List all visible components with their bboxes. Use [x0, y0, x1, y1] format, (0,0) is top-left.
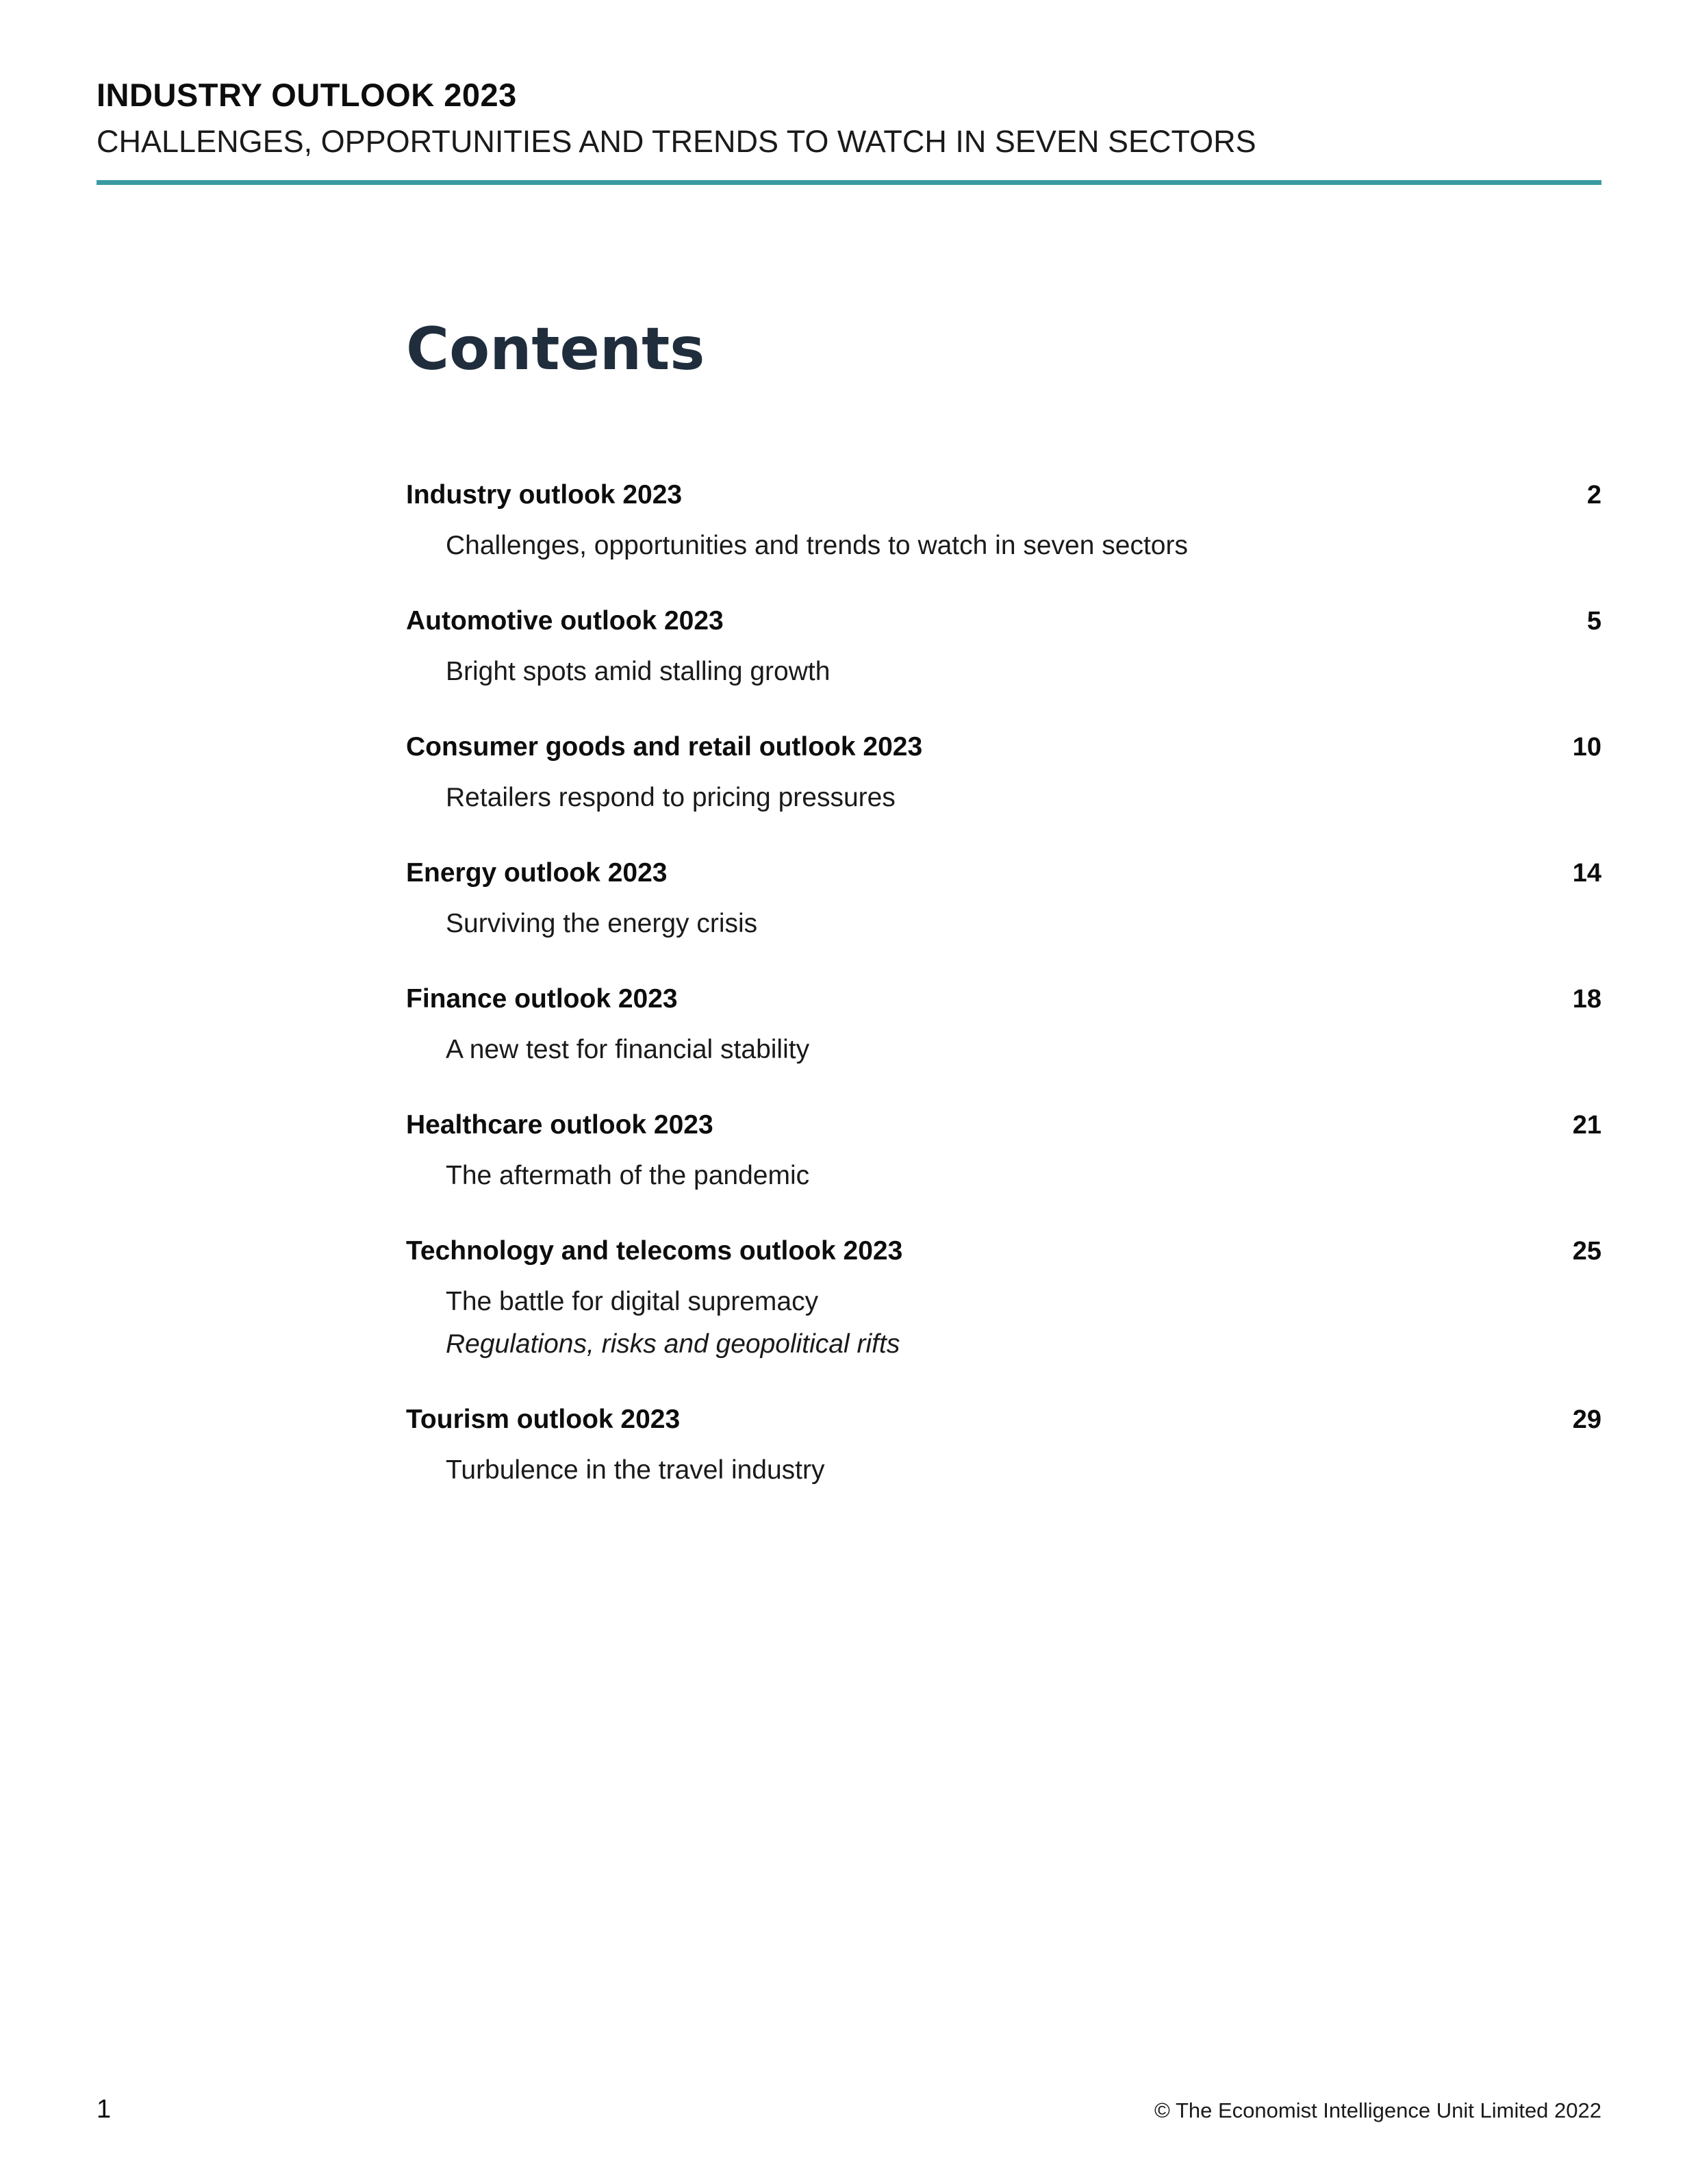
- toc-entry-page[interactable]: 10: [1572, 733, 1601, 762]
- page-number: 1: [97, 2095, 112, 2124]
- toc-entry-page[interactable]: 21: [1572, 1111, 1601, 1140]
- toc-entry[interactable]: [406, 978, 1601, 1071]
- table-of-contents: [406, 474, 1601, 1524]
- toc-entry-page[interactable]: 29: [1572, 1405, 1601, 1434]
- toc-entry-title[interactable]: Tourism outlook 2023: [406, 1405, 681, 1434]
- report-subtitle: CHALLENGES, OPPORTUNITIES AND TRENDS TO WATCH IN SEVEN SECTORS: [97, 124, 1256, 159]
- toc-entry[interactable]: [406, 852, 1601, 945]
- toc-entry[interactable]: [406, 1104, 1601, 1197]
- toc-entry-page[interactable]: 5: [1586, 607, 1601, 636]
- toc-entry[interactable]: [406, 1230, 1601, 1366]
- copyright-notice: © The Economist Intelligence Unit Limited 2022: [1154, 2098, 1601, 2122]
- toc-entry-subtitle: Turbulence in the travel industry: [446, 1455, 825, 1485]
- toc-entry-title[interactable]: Technology and telecoms outlook 2023: [406, 1236, 903, 1266]
- toc-entry-title[interactable]: Automotive outlook 2023: [406, 606, 724, 636]
- toc-entry-page[interactable]: 14: [1572, 859, 1601, 888]
- toc-entry-subtitle: A new test for financial stability: [446, 1035, 810, 1064]
- toc-entry-title[interactable]: Finance outlook 2023: [406, 984, 678, 1014]
- contents-heading: Contents: [406, 315, 705, 384]
- toc-entry[interactable]: [406, 600, 1601, 693]
- report-header: [97, 75, 1601, 162]
- toc-entry-subtitle: Bright spots amid stalling growth: [446, 657, 831, 686]
- toc-entry[interactable]: [406, 1398, 1601, 1492]
- toc-entry-subtitle-italic: Regulations, risks and geopolitical rifts: [446, 1329, 900, 1359]
- toc-entry-title[interactable]: Energy outlook 2023: [406, 858, 668, 888]
- toc-entry-page[interactable]: 25: [1572, 1237, 1601, 1266]
- toc-entry-page[interactable]: 2: [1586, 481, 1601, 510]
- toc-entry-subtitle: Challenges, opportunities and trends to watch in seven sectors: [446, 531, 1188, 560]
- toc-entry[interactable]: [406, 726, 1601, 819]
- toc-entry-subtitle: The battle for digital supremacy: [446, 1287, 819, 1316]
- toc-entry-subtitle: Surviving the energy crisis: [446, 909, 758, 938]
- toc-entry-title[interactable]: Consumer goods and retail outlook 2023: [406, 732, 923, 762]
- toc-entry-title[interactable]: Industry outlook 2023: [406, 480, 683, 510]
- report-title: INDUSTRY OUTLOOK 2023: [97, 77, 517, 113]
- toc-entry-subtitle: Retailers respond to pricing pressures: [446, 783, 896, 812]
- toc-entry-subtitle: The aftermath of the pandemic: [446, 1161, 810, 1190]
- toc-entry-title[interactable]: Healthcare outlook 2023: [406, 1110, 713, 1140]
- header-divider: [97, 180, 1601, 185]
- toc-entry-page[interactable]: 18: [1572, 985, 1601, 1014]
- toc-entry[interactable]: [406, 474, 1601, 567]
